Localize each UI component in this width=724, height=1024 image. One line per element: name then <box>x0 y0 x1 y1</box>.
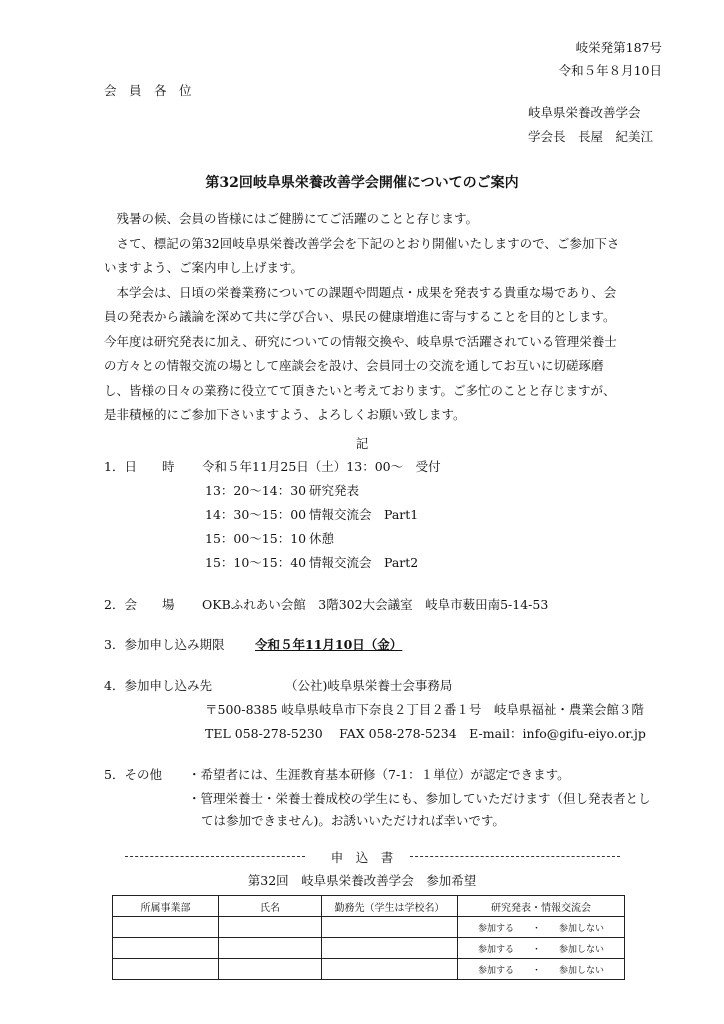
option-separator: ・ <box>531 965 541 976</box>
contact-name: （公社)岐阜県栄養士会事務局 <box>285 678 453 693</box>
note-bullet-2-cont: ては参加できません)。お誘いいただければ幸いです。 <box>201 813 505 828</box>
note-bullet-1: ・希望者には、生涯教育基本研修（7-1：１単位）が認定できます。 <box>188 767 570 782</box>
workplace-cell[interactable] <box>322 938 458 959</box>
contact-address: 〒500-8385 岐阜県岐阜市下奈良２丁目２番１号 岐阜県福祉・農業会館３階 <box>205 702 644 717</box>
column-header-participation: 研究発表・情報交流会 <box>458 896 625 917</box>
section1-label: 1．日 時 <box>104 459 175 474</box>
name-cell[interactable] <box>219 917 322 938</box>
issue-date: 令和５年８月10日 <box>558 63 662 78</box>
schedule-item: 情報交流会 Part2 <box>309 555 419 570</box>
workplace-cell[interactable] <box>322 917 458 938</box>
body-paragraph-3: 本学会は、日頃の栄養業務についての課題や問題点・成果を発表する貴重な場であり、会員の発表から議論を深めて共に学び合い、県民の健康増進に寄与することを目的とします。今年度は研究発表に加え、研究についての情報交換や、岐阜県で活躍されている管理栄養士の方々との情報交流の場として座談会を設け、会員同士の交流を通してお互いに切磋琢磨し、皆様の日々の業務に役立てて頂きたいと考えております。ご多忙のことと存じますが、是非積極的にご参加下さいますよう、よろしくお願い致します。 <box>104 284 617 422</box>
section1-main: 令和５年11月25日（土）13：00～ 受付 <box>202 459 441 474</box>
schedule-item: 休憩 <box>309 531 335 546</box>
note-bullet-2: ・管理栄養士・栄養士養成校の学生にも、参加していただけます（但し発表者とし <box>188 791 651 806</box>
option-separator: ・ <box>531 944 541 955</box>
schedule-time: 14：30～15：00 <box>205 507 307 522</box>
table-header-row <box>113 896 625 917</box>
name-cell[interactable] <box>219 959 322 980</box>
form-subtitle: 第32回 岐阜県栄養改善学会 参加希望 <box>247 873 477 888</box>
schedule-time: 13：20～14：30 <box>205 483 307 498</box>
column-header-department: 所属事業部 <box>113 896 219 917</box>
section3-label: 3．参加申し込み期限 <box>104 637 225 652</box>
department-cell[interactable] <box>113 938 219 959</box>
participation-cell[interactable] <box>458 917 625 938</box>
workplace-cell[interactable] <box>322 959 458 980</box>
column-header-name: 氏名 <box>219 896 322 917</box>
divider-right <box>410 856 620 857</box>
schedule-item: 情報交流会 Part1 <box>309 507 419 522</box>
table-row <box>113 959 625 980</box>
schedule-time: 15：00～15：10 <box>205 531 307 546</box>
document-title: 第32回岐阜県栄養改善学会開催についてのご案内 <box>205 175 519 191</box>
recipient: 会 員 各 位 <box>104 83 192 98</box>
sender-president: 学会長 長屋 紀美江 <box>528 129 654 144</box>
form-heading: 申 込 書 <box>330 850 394 865</box>
option-attend: 参加する <box>477 965 514 976</box>
column-header-workplace: 勤務先（学生は学校名） <box>322 896 458 917</box>
department-cell[interactable] <box>113 917 219 938</box>
venue: OKBふれあい会館 3階302大会議室 岐阜市薮田南5-14-53 <box>202 597 549 612</box>
application-form-table <box>112 895 625 980</box>
option-decline: 参加しない <box>559 965 605 976</box>
schedule-item: 研究発表 <box>309 483 360 498</box>
table-row <box>113 938 625 959</box>
table-row <box>113 917 625 938</box>
option-attend: 参加する <box>477 923 514 934</box>
section5-label: 5．その他 <box>104 767 162 782</box>
option-decline: 参加しない <box>559 923 605 934</box>
sender-organization: 岐阜県栄養改善学会 <box>528 105 641 120</box>
section2-label: 2．会 場 <box>104 597 175 612</box>
option-attend: 参加する <box>477 944 514 955</box>
body-paragraph-2: さて、標記の第32回岐阜県栄養改善学会を下記のとおり開催いたしますので、ご参加下さいますよう、ご案内申し上げます。 <box>104 235 620 275</box>
participation-cell[interactable] <box>458 938 625 959</box>
participation-cell[interactable] <box>458 959 625 980</box>
section4-label: 4．参加申し込み先 <box>104 678 212 693</box>
option-decline: 参加しない <box>559 944 605 955</box>
body-paragraph-1: 残暑の候、会員の皆様にはご健勝にてご活躍のことと存じます。 <box>116 211 479 226</box>
name-cell[interactable] <box>219 938 322 959</box>
body-text <box>104 207 624 428</box>
ki-heading: 記 <box>355 436 369 451</box>
deadline: 令和５年11月10日（金） <box>255 637 403 652</box>
document-number: 岐栄発第187号 <box>575 40 662 55</box>
option-separator: ・ <box>531 923 541 934</box>
contact-phone-email: TEL 058-278-5230 FAX 058-278-5234 E-mail：info@gifu-eiyo.or.jp <box>205 726 646 741</box>
department-cell[interactable] <box>113 959 219 980</box>
schedule-time: 15：10～15：40 <box>205 555 307 570</box>
